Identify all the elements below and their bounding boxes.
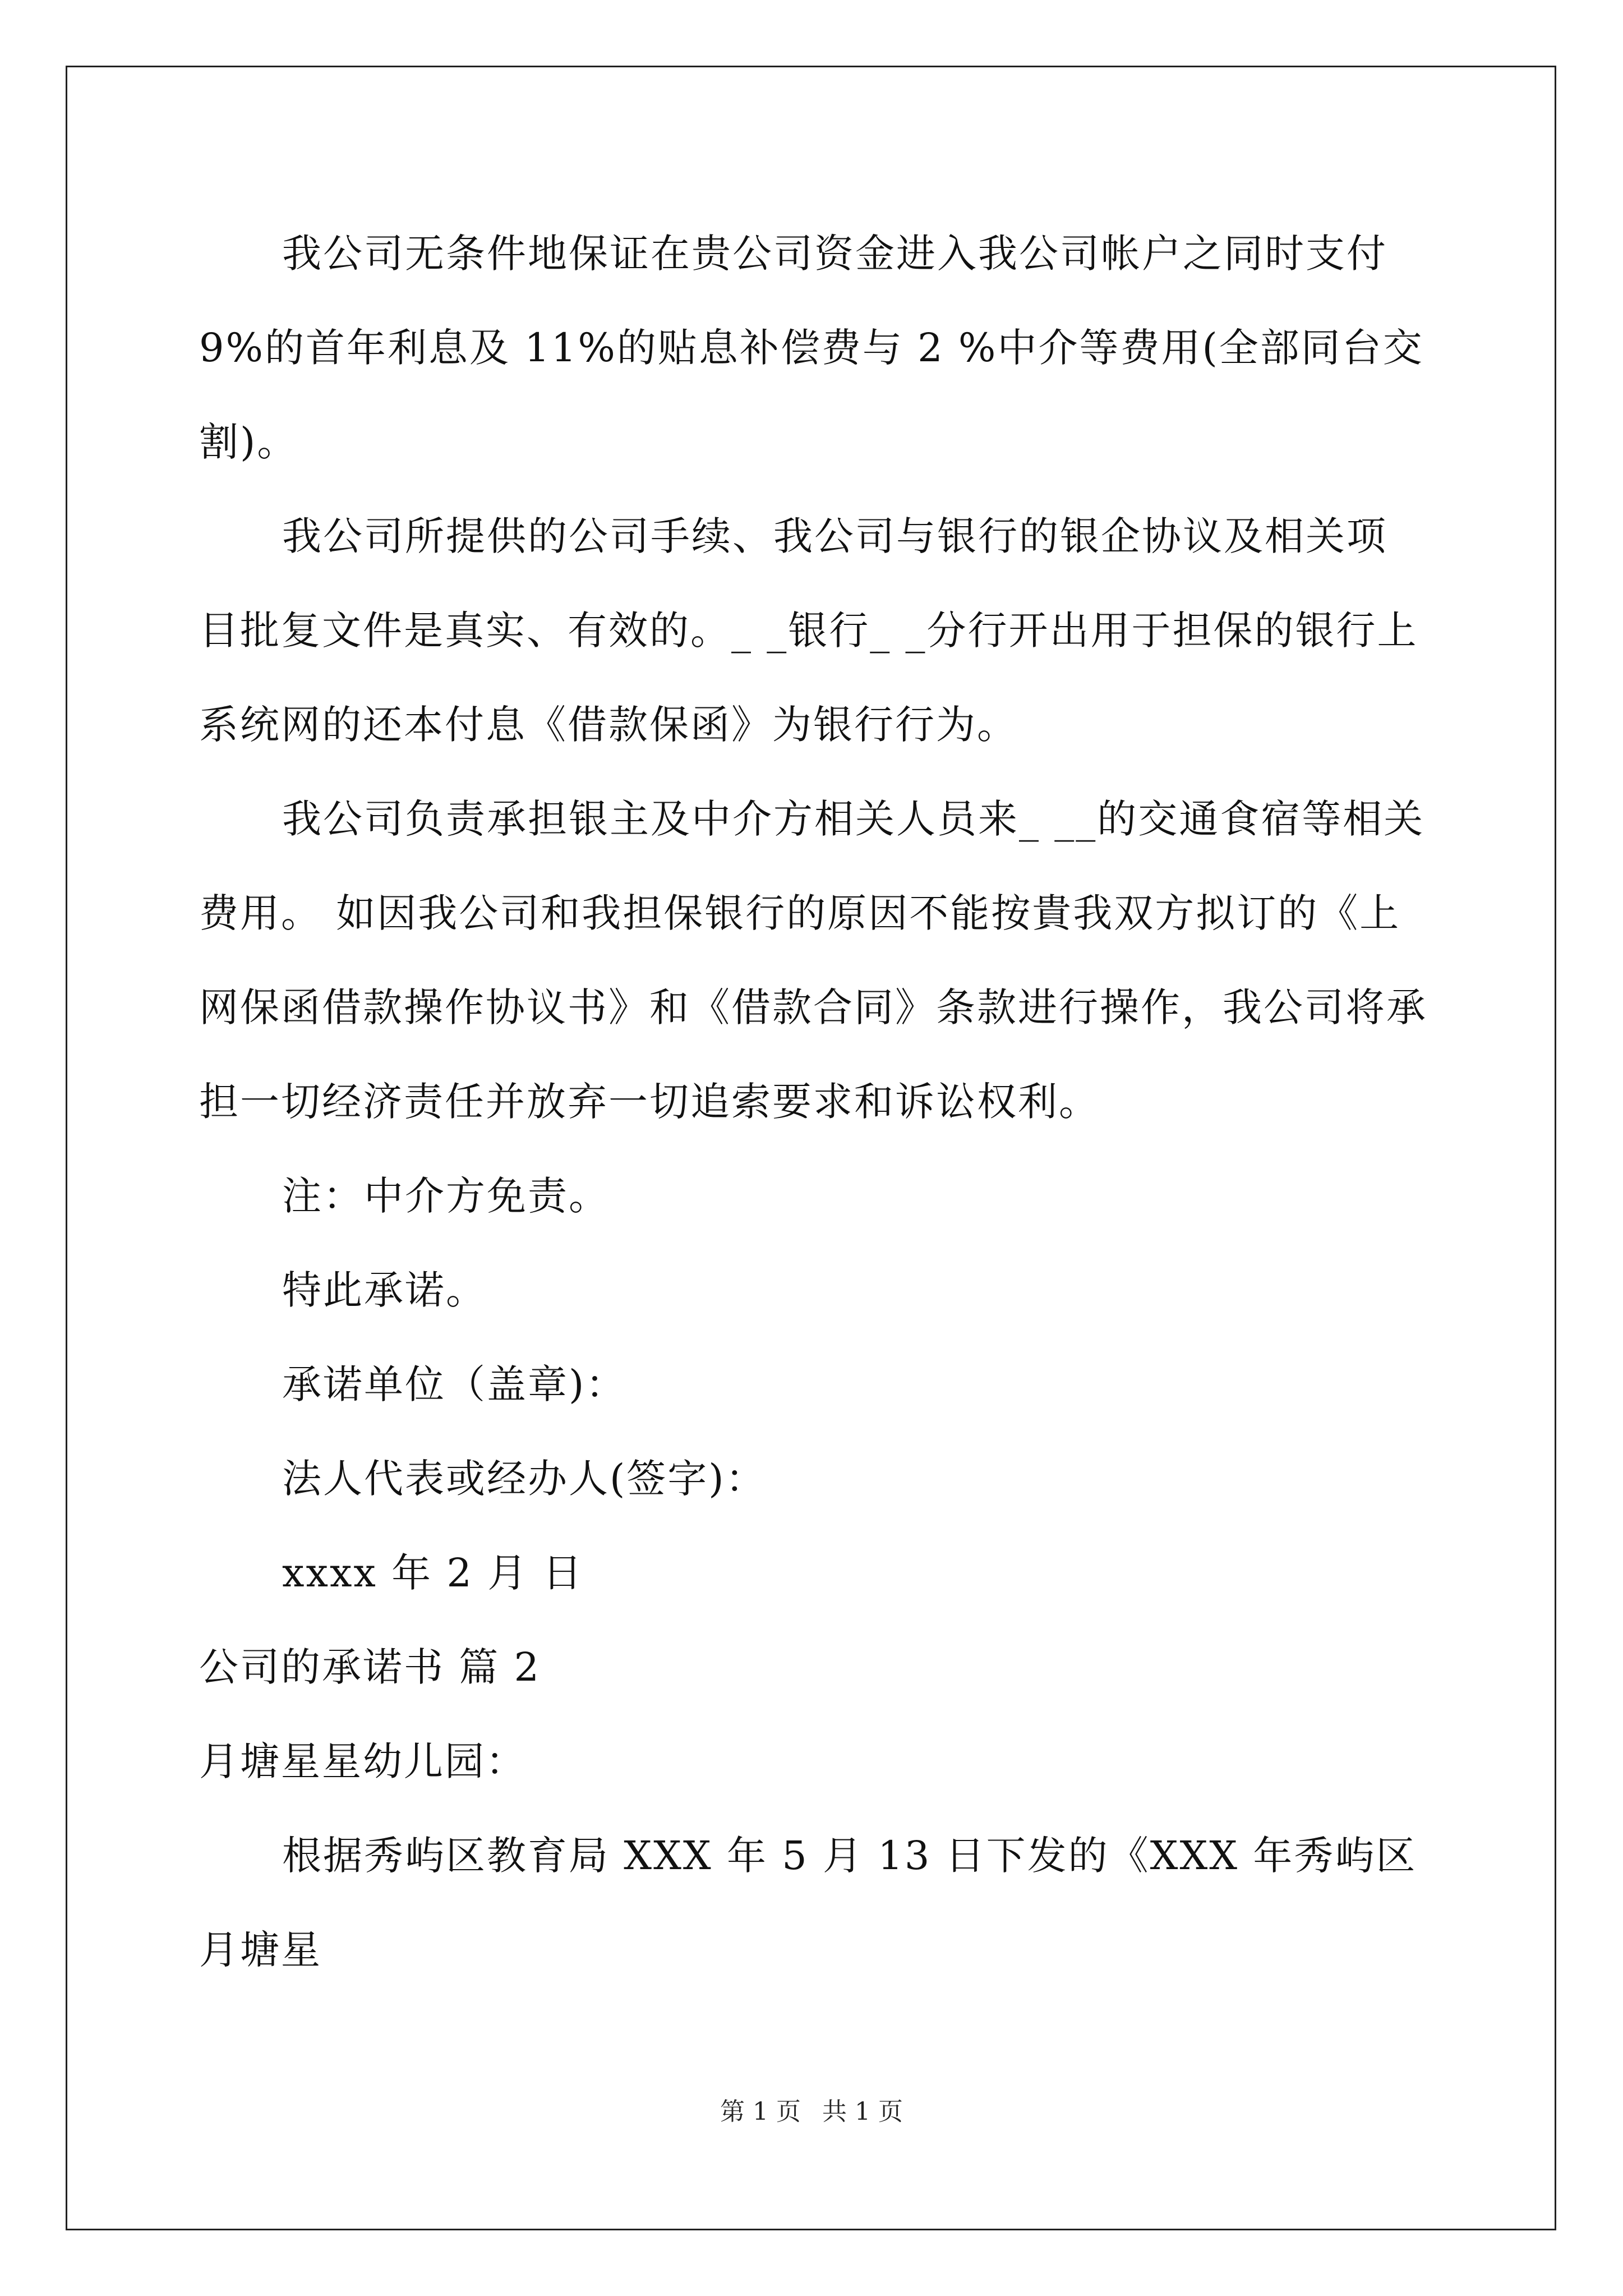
page-total: 共 1 页 <box>822 2097 903 2126</box>
section-heading: 公司的承诺书 篇 2 <box>199 1644 541 1690</box>
paragraph-expenses-liability: 我公司负责承担银主及中介方相关人员来_ __的交通食宿等相关费用。 如因我公司和我担保银行的原因不能按貴我双方拟订的《上网保函借款操作协议书》和《借款合同》条款进行操作，我公司将承担一切经济责任并放弃一切追索要求和诉讼权利。 <box>199 796 1427 1125</box>
paragraph-according-to: 根据秀屿区教育局 XXX 年 5 月 13 日下发的《XXX 年秀屿区月塘星 <box>199 1833 1417 1973</box>
addressee-line: 月塘星星幼儿园： <box>199 1738 527 1784</box>
paragraph-guarantee-payment: 我公司无条件地保证在贵公司资金进入我公司帐户之同时支付 9%的首年利息及 11%的贴息补偿费与 2 %中介等费用(全部同台交割)。 <box>199 231 1424 465</box>
signature-unit-line: 承诺单位（盖章)： <box>282 1361 627 1407</box>
page-footer <box>0 2091 1623 2127</box>
paragraph-documents-authentic: 我公司所提供的公司手续、我公司与银行的银企协议及相关项目批复文件是真实、有效的。_ _银行_ _分行开出用于担保的银行上系统网的还本付息《借款保函》为银行行为。 <box>199 513 1418 748</box>
paragraph-hereby-promise: 特此承诺。 <box>282 1267 487 1313</box>
document-body <box>199 206 1427 1997</box>
signature-representative-line: 法人代表或经办人(签字)： <box>282 1456 767 1502</box>
date-line: xxxx 年 2 月 日 <box>282 1550 584 1596</box>
paragraph-note: 注：中介方免责。 <box>282 1173 610 1219</box>
page-number: 第 1 页 <box>720 2097 801 2126</box>
